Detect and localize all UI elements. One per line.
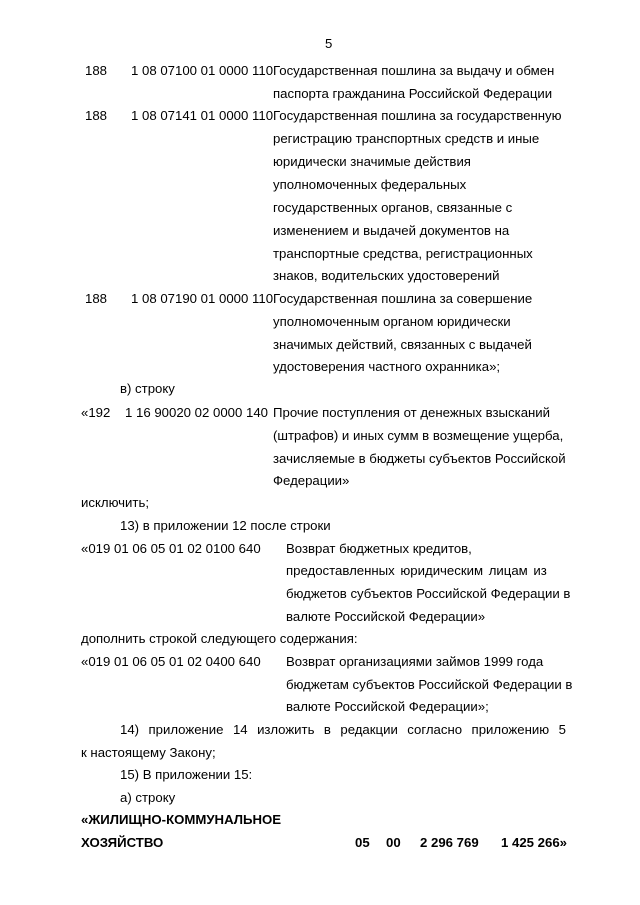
description-line: валюте Российской Федерации»; bbox=[286, 699, 489, 714]
item-14-word: согласно bbox=[407, 722, 463, 737]
description-line: знаков, водительских удостоверений bbox=[273, 268, 500, 283]
admin-code: 188 bbox=[85, 291, 108, 306]
admin-code: 188 bbox=[85, 108, 108, 123]
description-line: регистрацию транспортных средств и иные bbox=[273, 131, 540, 146]
description-line: государственных органов, связанные с bbox=[273, 200, 513, 215]
admin-code: «192 bbox=[81, 405, 111, 420]
item-15-text: 15) В приложении 15: bbox=[120, 767, 253, 782]
description-line: уполномоченных федеральных bbox=[273, 177, 467, 192]
description-line: Федерации» bbox=[273, 473, 350, 488]
section-name-line: «ЖИЛИЩНО-КОММУНАЛЬНОЕ bbox=[81, 812, 282, 827]
item-13-text: 13) в приложении 12 после строки bbox=[120, 518, 331, 533]
description-line: Государственная пошлина за совершение bbox=[273, 291, 533, 306]
description-line: предоставленных юридическим лицам из bbox=[286, 563, 547, 578]
budget-code: 1 08 07190 01 0000 110 bbox=[131, 291, 274, 306]
description-line: Прочие поступления от денежных взысканий bbox=[273, 405, 551, 420]
item-14-word: приложению bbox=[471, 722, 550, 737]
item-14-line1 bbox=[120, 722, 566, 738]
item-14-word: 14 bbox=[232, 722, 248, 737]
description-line: зачисляемые в бюджеты субъектов Российской bbox=[273, 451, 566, 466]
budget-code: «019 01 06 05 01 02 0100 640 bbox=[81, 541, 261, 556]
description-line: валюте Российской Федерации» bbox=[286, 609, 486, 624]
description-line: Возврат организациями займов 1999 года bbox=[286, 654, 544, 669]
description-line: Государственная пошлина за выдачу и обмен bbox=[273, 63, 555, 78]
item-14-word: в bbox=[323, 722, 331, 737]
supplement-text: дополнить строкой следующего содержания: bbox=[81, 631, 358, 646]
description-line: паспорта гражданина Российской Федерации bbox=[273, 86, 553, 101]
description-line: изменением и выдачей документов на bbox=[273, 223, 510, 238]
description-line: (штрафов) и иных сумм в возмещение ущерба, bbox=[273, 428, 564, 443]
section-code: 05 bbox=[355, 835, 370, 850]
budget-code: 1 08 07141 01 0000 110 bbox=[131, 108, 274, 123]
subsection-code: 00 bbox=[386, 835, 401, 850]
description-line: бюджетов субъектов Российской Федерации в bbox=[286, 586, 571, 601]
budget-code: 1 16 90020 02 0000 140 bbox=[125, 405, 269, 420]
exclude-text: исключить; bbox=[81, 495, 149, 510]
budget-code: «019 01 06 05 01 02 0400 640 bbox=[81, 654, 261, 669]
admin-code: 188 bbox=[85, 63, 108, 78]
item-14-word: изложить bbox=[257, 722, 315, 737]
description-line: значимых действий, связанных с выдачей bbox=[273, 337, 532, 352]
amount-value: 1 425 266» bbox=[501, 835, 568, 850]
description-line: Возврат бюджетных кредитов, bbox=[286, 541, 472, 556]
item-14-word: 14) bbox=[120, 722, 140, 737]
description-line: транспортные средства, регистрационных bbox=[273, 246, 533, 261]
section-name-line: ХОЗЯЙСТВО bbox=[81, 835, 164, 850]
item-14-word: 5 bbox=[558, 722, 566, 737]
page-number: 5 bbox=[325, 36, 333, 51]
description-line: уполномоченным органом юридически bbox=[273, 314, 511, 329]
budget-code: 1 08 07100 01 0000 110 bbox=[131, 63, 274, 78]
item-14-word: редакции bbox=[340, 722, 398, 737]
description-line: бюджетам субъектов Российской Федерации в bbox=[286, 677, 573, 692]
item-14-line2: к настоящему Закону; bbox=[81, 745, 216, 760]
description-line: удостоверения частного охранника»; bbox=[273, 359, 501, 374]
item-a-text: а) строку bbox=[120, 790, 176, 805]
description-line: Государственная пошлина за государственную bbox=[273, 108, 562, 123]
item-14-word: приложение bbox=[148, 722, 224, 737]
description-line: юридически значимые действия bbox=[273, 154, 471, 169]
amount-value: 2 296 769 bbox=[420, 835, 479, 850]
item-v-text: в) строку bbox=[120, 381, 175, 396]
